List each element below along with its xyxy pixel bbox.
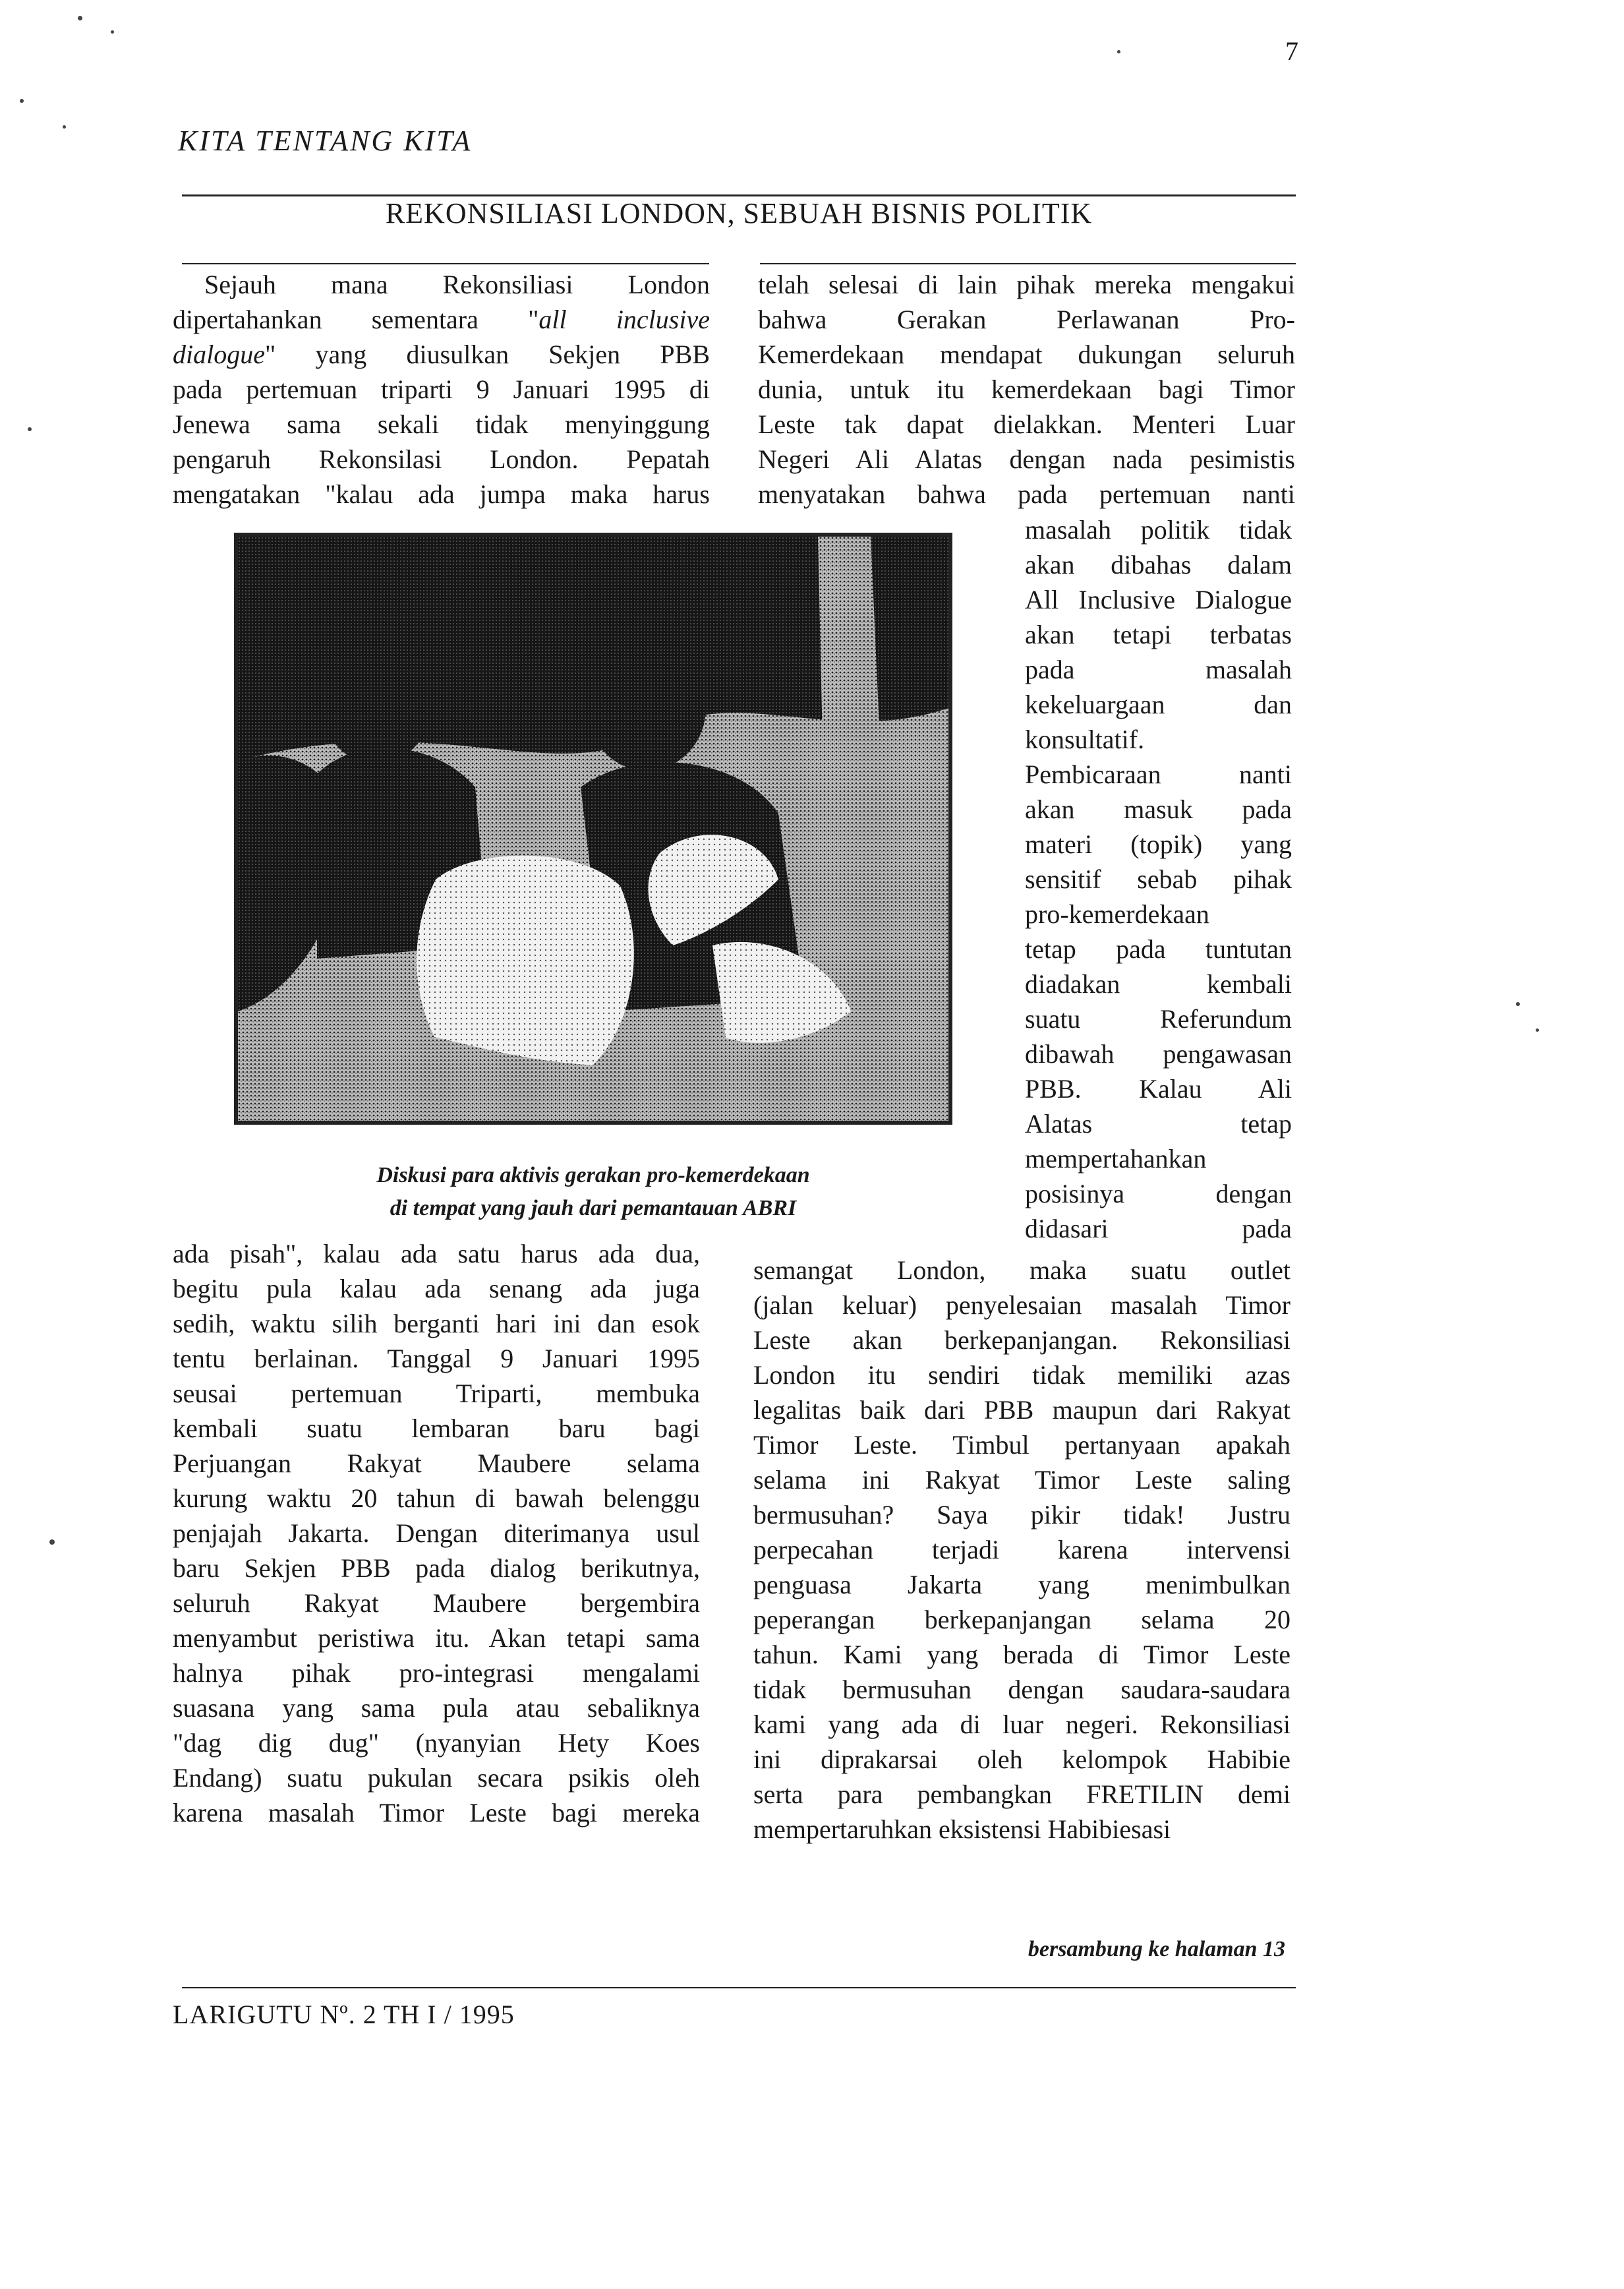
masthead: KITA TENTANG KITA [178,125,473,157]
text-line: perpecahan terjadi karena intervensi [753,1535,1290,1564]
text-line: ada pisah", kalau ada satu harus ada dua, [173,1239,700,1268]
text-line: Leste tak dapat dielakkan. Menteri Luar [758,409,1295,439]
text-line: (jalan keluar) penyelesaian masalah Timor [753,1290,1290,1320]
text-line: kembali suatu lembaran baru bagi [173,1413,700,1443]
article-photo [234,533,952,1125]
text-line: materi (topik) yang [1025,829,1292,859]
text-line: Perjuangan Rakyat Maubere selama [173,1448,700,1478]
column-right-bottom [753,1253,1290,1847]
text-line: mempertahankan [1025,1144,1207,1174]
text-line: bahwa Gerakan Perlawanan Pro- [758,305,1295,334]
text-line: Sejauh mana Rekonsiliasi London [204,270,710,299]
scan-speck [1516,1002,1520,1006]
scan-speck [28,427,32,431]
text-line: dipertahankan sementara "all inclusive [173,305,710,334]
text-line: Negeri Ali Alatas dengan nada pesimistis [758,444,1295,474]
text-line: seusai pertemuan Triparti, membuka [173,1379,700,1408]
text-line: serta para pembangkan FRETILIN demi [753,1779,1290,1809]
text-line: karena masalah Timor Leste bagi mereka [173,1798,700,1828]
text-line: penguasa Jakarta yang menimbulkan [753,1570,1290,1599]
text-line: mempertaruhkan eksistensi Habibiesasi [753,1814,1171,1844]
text-line: konsultatif. [1025,725,1145,754]
text-line: sedih, waktu silih berganti hari ini dan esok [173,1309,700,1338]
text-line: dunia, untuk itu kemerdekaan bagi Timor [758,374,1295,404]
column-right-top [758,267,1295,512]
text-line: mengatakan "kalau ada jumpa maka harus [173,479,710,509]
text-line: Jenewa sama sekali tidak menyinggung [173,409,710,439]
text-line: baru Sekjen PBB pada dialog berikutnya, [173,1553,700,1583]
text-line: menyambut peristiwa itu. Akan tetapi sama [173,1623,700,1653]
scan-speck [1117,50,1120,53]
text-line: London itu sendiri tidak memiliki azas [753,1360,1290,1390]
text-line: posisinya dengan [1025,1179,1292,1208]
text-line: dialogue" yang diusulkan Sekjen PBB [173,340,710,369]
text-line: suatu Referundum [1025,1004,1292,1034]
scan-speck [63,125,66,129]
text-line: menyatakan bahwa pada pertemuan nanti [758,479,1295,509]
text-line: tetap pada tuntutan [1025,934,1292,964]
text-line: masalah politik tidak [1025,515,1292,545]
text-line: tahun. Kami yang berada di Timor Leste [753,1640,1290,1669]
scan-speck [20,99,24,103]
column-rule-left [182,263,709,264]
page-title: REKONSILIASI LONDON, SEBUAH BISNIS POLITIK [385,197,1093,229]
scan-speck [78,16,82,20]
text-line: kurung waktu 20 tahun di bawah belenggu [173,1483,700,1513]
text-line: didasari pada [1025,1214,1292,1243]
text-line: sensitif sebab pihak [1025,864,1292,894]
text-line: Pembicaraan nanti [1025,759,1292,789]
column-left-top [173,267,710,512]
scan-speck [49,1539,55,1545]
text-line: tentu berlainan. Tanggal 9 Januari 1995 [173,1344,700,1373]
text-line: All Inclusive Dialogue [1025,585,1292,614]
footer-issue: LARIGUTU Nº. 2 TH I / 1995 [173,2000,515,2029]
text-line: penjajah Jakarta. Dengan diterimanya usul [173,1518,700,1548]
text-line: ini diprakarsai oleh kelompok Habibie [753,1744,1290,1774]
text-line: kami yang ada di luar negeri. Rekonsiliasi [753,1709,1290,1739]
photo-caption: di tempat yang jauh dari pemantauan ABRI [390,1196,797,1220]
column-rule-right [760,263,1296,264]
text-line: telah selesai di lain pihak mereka mengakui [758,270,1295,299]
text-line: tidak bermusuhan dengan saudara-saudara [753,1675,1290,1704]
text-line: Timor Leste. Timbul pertanyaan apakah [753,1430,1290,1460]
continued-note: bersambung ke halaman 13 [1028,1937,1285,1961]
text-line: PBB. Kalau Ali [1025,1074,1292,1104]
text-line: diadakan kembali [1025,969,1292,999]
text-line: Kemerdekaan mendapat dukungan seluruh [758,340,1295,369]
text-line: semangat London, maka suatu outlet [753,1255,1290,1285]
footer-rule [182,1987,1296,1988]
text-line: selama ini Rakyat Timor Leste saling [753,1465,1290,1495]
text-line: pada masalah [1025,655,1292,684]
text-line: peperangan berkepanjangan selama 20 [753,1605,1290,1634]
text-line: suasana yang sama pula atau sebaliknya [173,1693,700,1723]
text-line: akan tetapi terbatas [1025,620,1292,649]
text-line: pro-kemerdekaan [1025,899,1209,929]
text-line: begitu pula kalau ada senang ada juga [173,1274,700,1303]
text-line: halnya pihak pro-integrasi mengalami [173,1658,700,1688]
text-line: akan masuk pada [1025,794,1292,824]
scan-speck [111,30,114,34]
photo-caption: Diskusi para aktivis gerakan pro-kemerdekaan [376,1163,810,1187]
text-line: Leste akan berkepanjangan. Rekonsiliasi [753,1325,1290,1355]
photo-illustration [238,537,948,1121]
column-right-narrow [1025,512,1292,1246]
text-line: Alatas tetap [1025,1109,1292,1139]
page-number: 7 [1285,36,1298,66]
scan-speck [1536,1028,1539,1032]
text-line: bermusuhan? Saya pikir tidak! Justru [753,1500,1290,1530]
text-line: legalitas baik dari PBB maupun dari Rakyat [753,1395,1290,1425]
text-line: pada pertemuan triparti 9 Januari 1995 di [173,374,710,404]
text-line: "dag dig dug" (nyanyian Hety Koes [173,1728,700,1758]
text-line: dibawah pengawasan [1025,1039,1292,1069]
text-line: Endang) suatu pukulan secara psikis oleh [173,1763,700,1793]
text-line: pengaruh Rekonsilasi London. Pepatah [173,444,710,474]
column-left-bottom [173,1236,700,1830]
text-line: kekeluargaan dan [1025,690,1292,719]
text-line: akan dibahas dalam [1025,550,1292,580]
text-line: seluruh Rakyat Maubere bergembira [173,1588,700,1618]
